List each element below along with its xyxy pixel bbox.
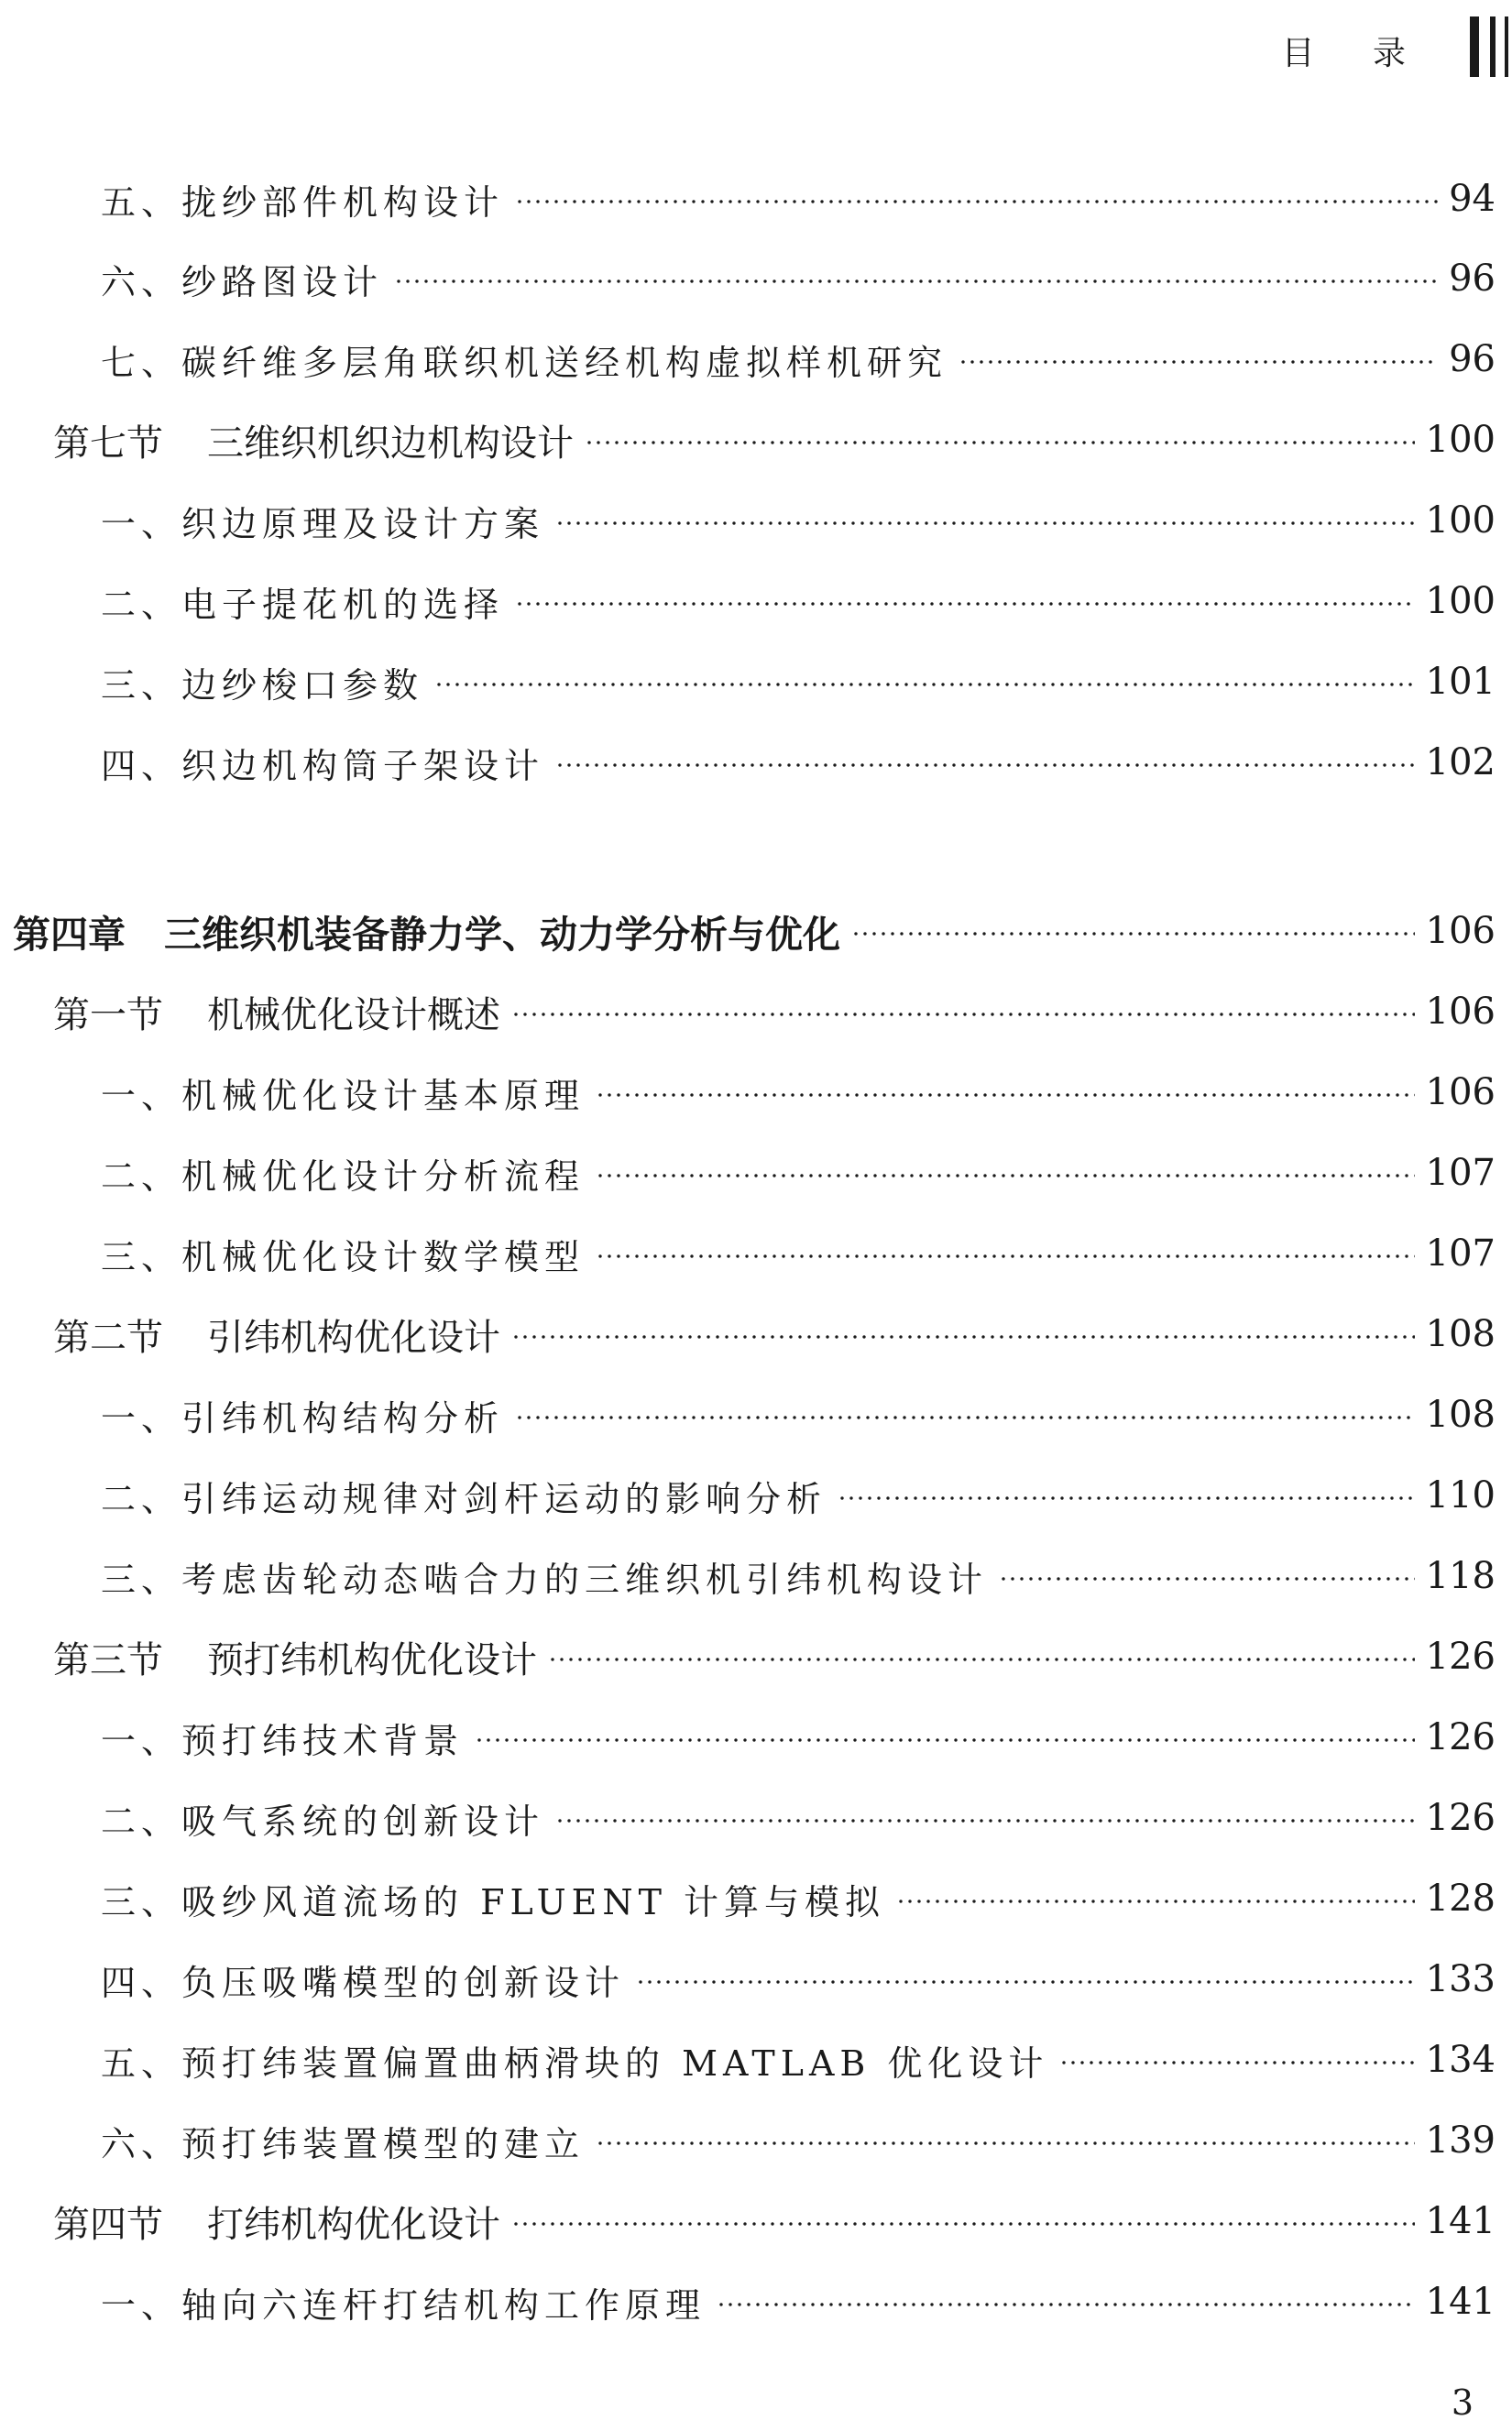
toc-entry-label: 四、负压吸嘴模型的创新设计	[101, 1962, 626, 2003]
toc-dot-leader	[511, 2222, 1415, 2226]
toc-dot-leader	[717, 2303, 1415, 2306]
toc-dot-leader	[515, 602, 1415, 606]
toc-page-number: 96	[1449, 338, 1496, 380]
toc-entry[interactable]	[0, 1790, 1512, 1845]
header-bar-decoration	[1505, 16, 1508, 77]
toc-entry-label: 四、织边机构筒子架设计	[101, 745, 545, 786]
toc-entry[interactable]	[0, 171, 1512, 226]
toc-entry-label: 一、轴向六连杆打结机构工作原理	[101, 2284, 707, 2326]
toc-dot-leader	[896, 1900, 1415, 1903]
toc-section-entry[interactable]	[0, 1307, 1512, 1362]
toc-dot-leader	[555, 763, 1415, 767]
toc-page-number: 107	[1425, 1152, 1496, 1194]
toc-entry[interactable]	[0, 251, 1512, 306]
toc-dot-leader	[555, 1819, 1415, 1823]
header-bar-decoration	[1490, 16, 1496, 77]
toc-entry-label: 第三节 预打纬机构优化设计	[53, 1638, 537, 1681]
toc-entry[interactable]	[0, 1549, 1512, 1604]
toc-page-number: 141	[1425, 2281, 1496, 2323]
toc-entry[interactable]	[0, 2274, 1512, 2329]
toc-dot-leader	[636, 1980, 1415, 1984]
toc-page-number: 107	[1425, 1232, 1496, 1275]
toc-page-number: 126	[1425, 1797, 1496, 1839]
toc-dot-leader	[394, 279, 1438, 283]
toc-entry-label: 三、考虑齿轮动态啮合力的三维织机引纬机构设计	[101, 1559, 989, 1600]
toc-entry-label: 七、碳纤维多层角联织机送经机构虚拟样机研究	[101, 342, 948, 383]
toc-dot-leader	[515, 1416, 1415, 1419]
toc-entry[interactable]	[0, 2113, 1512, 2168]
toc-entry[interactable]	[0, 1226, 1512, 1281]
toc-page-number: 100	[1425, 580, 1496, 622]
toc-dot-leader	[596, 1093, 1415, 1097]
toc-page-number: 101	[1425, 661, 1496, 703]
toc-entry-label: 第四章 三维织机装备静力学、动力学分析与优化	[13, 912, 840, 957]
toc-dot-leader	[838, 1496, 1415, 1500]
toc-page-number: 128	[1425, 1878, 1496, 1920]
toc-entry-label: 第七节 三维织机织边机构设计	[53, 422, 574, 465]
toc-entry-label: 第二节 引纬机构优化设计	[53, 1316, 500, 1359]
toc-page-number: 126	[1425, 1636, 1496, 1678]
toc-section-entry[interactable]	[0, 1629, 1512, 1684]
toc-dot-leader	[434, 683, 1415, 686]
toc-entry-label: 第一节 机械优化设计概述	[53, 993, 500, 1036]
toc-page-number: 139	[1425, 2119, 1496, 2162]
toc-dot-leader	[959, 360, 1438, 364]
toc-dot-leader	[596, 2141, 1415, 2145]
toc-entry-label: 二、机械优化设计分析流程	[101, 1155, 586, 1197]
toc-entry-label: 六、纱路图设计	[101, 261, 384, 302]
toc-dot-leader	[511, 1335, 1415, 1339]
toc-page-number: 102	[1425, 741, 1496, 783]
toc-entry-label: 六、预打纬装置模型的建立	[101, 2123, 586, 2164]
toc-entry-label: 第四节 打纬机构优化设计	[53, 2203, 500, 2246]
toc-entry[interactable]	[0, 332, 1512, 387]
toc-dot-leader	[475, 1738, 1415, 1742]
toc-dot-leader	[555, 521, 1415, 525]
toc-entry[interactable]	[0, 2032, 1512, 2087]
toc-dot-leader	[548, 1658, 1415, 1661]
toc-page-number: 106	[1425, 910, 1496, 952]
toc-entry-label: 五、预打纬装置偏置曲柄滑块的 MATLAB 优化设计	[101, 2042, 1049, 2084]
toc-section-entry[interactable]	[0, 412, 1512, 467]
toc-entry-label: 三、边纱梭口参数	[101, 664, 424, 706]
toc-dot-leader	[596, 1174, 1415, 1177]
running-title: 目 录	[1281, 35, 1430, 72]
toc-dot-leader	[1059, 2061, 1414, 2064]
toc-entry-label: 一、引纬机构结构分析	[101, 1397, 505, 1439]
toc-entry[interactable]	[0, 1952, 1512, 2007]
toc-page-number: 126	[1425, 1716, 1496, 1758]
toc-page-number: 106	[1425, 1071, 1496, 1113]
toc-entry[interactable]	[0, 574, 1512, 629]
page-number: 3	[1451, 2382, 1474, 2423]
toc-dot-leader	[511, 1013, 1415, 1016]
toc-entry[interactable]	[0, 1710, 1512, 1765]
toc-entry-label: 一、织边原理及设计方案	[101, 503, 545, 544]
toc-entry-label: 一、预打纬技术背景	[101, 1720, 465, 1761]
toc-page-number: 118	[1425, 1555, 1496, 1597]
toc-entry[interactable]	[0, 1145, 1512, 1200]
toc-dot-leader	[999, 1577, 1415, 1581]
toc-page-number: 110	[1425, 1474, 1496, 1517]
toc-entry[interactable]	[0, 654, 1512, 709]
toc-page-number: 134	[1425, 2039, 1496, 2081]
toc-chapter-entry[interactable]	[0, 903, 1512, 958]
toc-section-entry[interactable]	[0, 984, 1512, 1039]
toc-dot-leader	[515, 200, 1438, 203]
toc-dot-leader	[585, 441, 1415, 444]
toc-section-entry[interactable]	[0, 2194, 1512, 2249]
running-header	[1237, 16, 1512, 81]
toc-page-number: 100	[1425, 499, 1496, 542]
toc-entry-label: 三、吸纱风道流场的 FLUENT 计算与模拟	[101, 1881, 886, 1922]
toc-entry[interactable]	[0, 1065, 1512, 1120]
toc-page-number: 108	[1425, 1313, 1496, 1355]
toc-dot-leader	[851, 932, 1415, 936]
toc-page-number: 94	[1449, 178, 1496, 220]
toc-dot-leader	[596, 1254, 1415, 1258]
toc-entry-label: 二、引纬运动规律对剑杆运动的影响分析	[101, 1478, 827, 1519]
toc-page-number: 108	[1425, 1394, 1496, 1436]
toc-entry-label: 二、电子提花机的选择	[101, 584, 505, 625]
toc-page-number: 106	[1425, 991, 1496, 1033]
toc-entry[interactable]	[0, 1468, 1512, 1523]
toc-entry[interactable]	[0, 1387, 1512, 1442]
toc-entry-label: 一、机械优化设计基本原理	[101, 1075, 586, 1116]
toc-entry[interactable]	[0, 493, 1512, 548]
toc-entry[interactable]	[0, 735, 1512, 790]
toc-page-number: 100	[1425, 419, 1496, 461]
toc-entry[interactable]	[0, 1871, 1512, 1926]
toc-entry-label: 二、吸气系统的创新设计	[101, 1801, 545, 1842]
header-bar-decoration	[1470, 16, 1479, 77]
toc-page-number: 96	[1449, 257, 1496, 300]
toc-page-number: 141	[1425, 2200, 1496, 2242]
toc-entry-label: 三、机械优化设计数学模型	[101, 1236, 586, 1277]
toc-entry-label: 五、拢纱部件机构设计	[101, 181, 505, 223]
toc-page-number: 133	[1425, 1958, 1496, 2000]
